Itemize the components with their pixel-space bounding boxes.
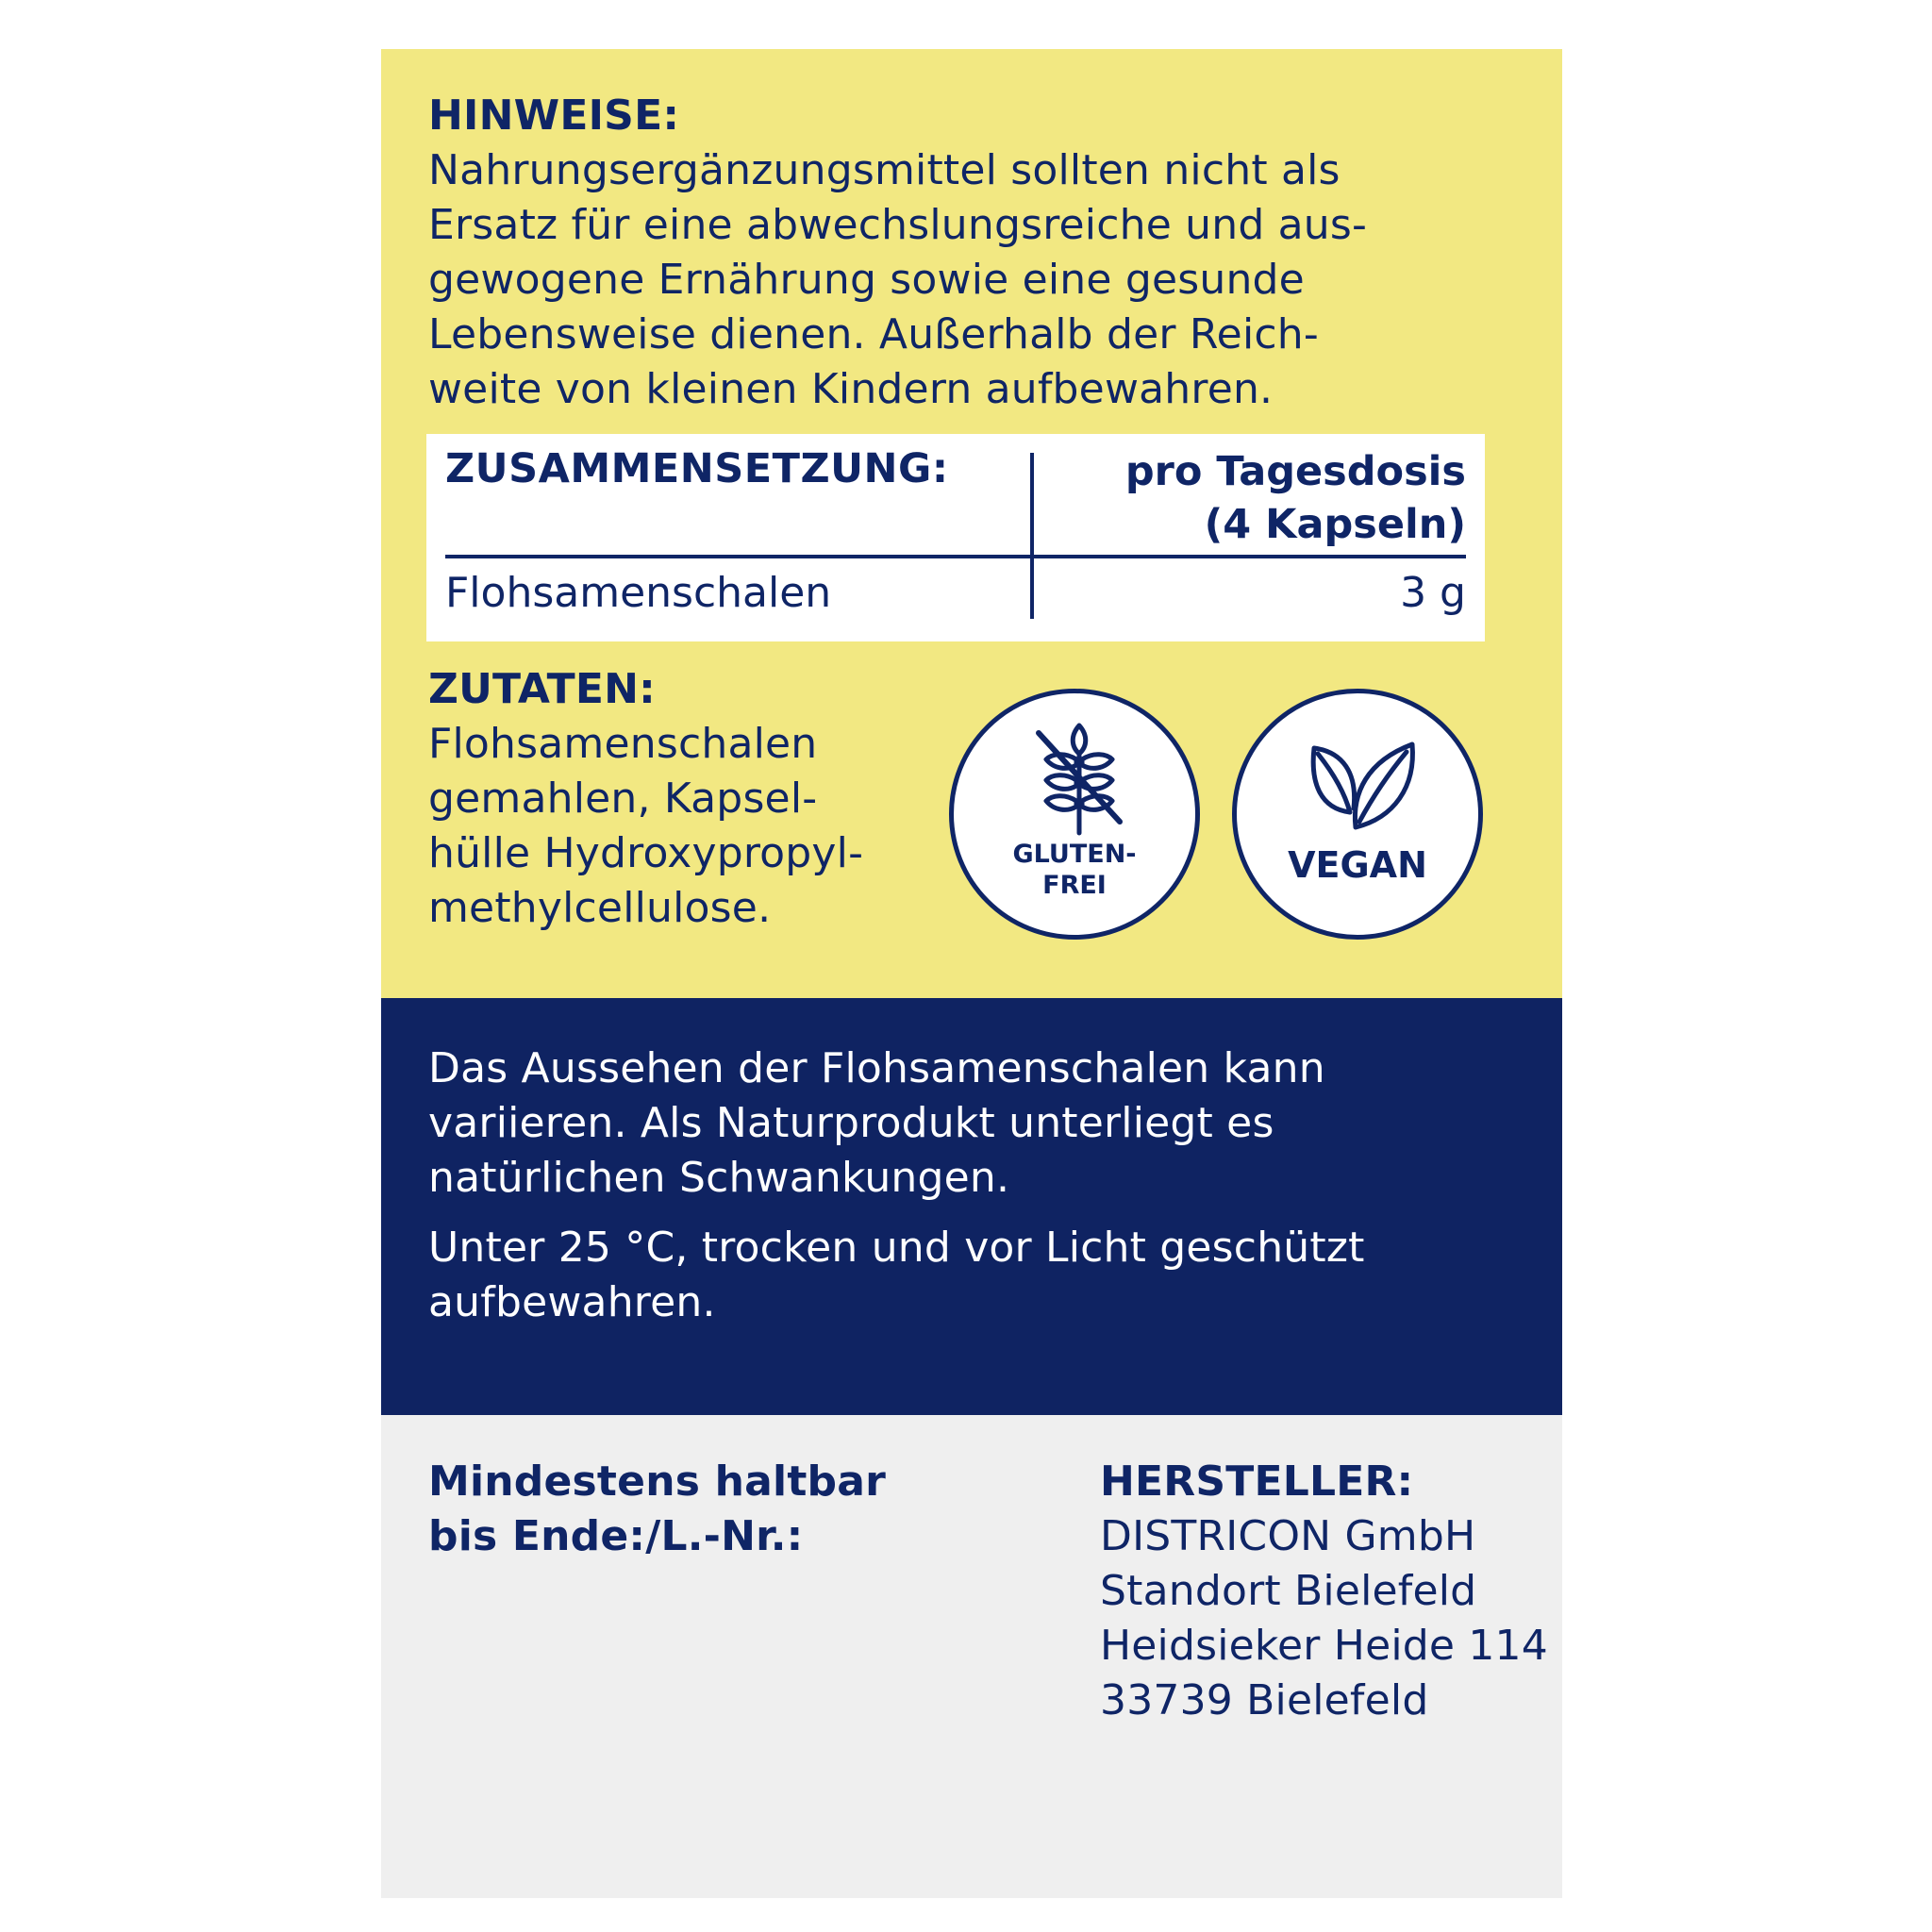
hinweise-title: HINWEISE: [428,92,680,140]
info-section [381,49,1562,998]
gluten-free-badge [949,689,1200,940]
composition-header: ZUSAMMENSETZUNG: [445,445,949,492]
ingredient-amount: 3 g [1400,569,1466,617]
zutaten-title: ZUTATEN: [428,665,656,713]
table-rule [445,555,1466,558]
zutaten-text: Flohsamenschalen gemahlen, Kapsel- hülle Hydroxypropyl- methylcellulose. [428,720,864,932]
composition-table [426,434,1485,641]
storage-notice: Unter 25 °C, trocken und vor Licht geschützt aufbewahren. [428,1224,1365,1326]
vegan-label: VEGAN [1288,844,1427,886]
gluten-free-label: GLUTEN- FREI [1012,840,1137,900]
hinweise-text: Nahrungsergänzungsmittel sollten nicht als Ersatz für eine abwechslungsreiche und aus- gewogene Ernährung sowie eine gesunde Lebensweise dienen. Außerhalb der Reich- weite von kleinen Kindern aufbewahren. [428,146,1368,413]
manufacturer-address: DISTRICON GmbH Standort Bielefeld Heidsieker Heide 114 33739 Bielefeld [1100,1512,1548,1724]
wheat-crossed-icon [1027,716,1131,839]
vegan-badge [1232,689,1483,940]
manufacturer-title: HERSTELLER: [1100,1457,1414,1506]
appearance-notice: Das Aussehen der Flohsamenschalen kann variieren. Als Naturprodukt unterliegt es natürlichen Schwankungen. [428,1044,1325,1202]
leaves-icon [1301,725,1424,839]
daily-dose-header: pro Tagesdosis (4 Kapseln) [1124,448,1466,548]
best-before-label: Mindestens haltbar bis Ende:/L.-Nr.: [428,1457,887,1560]
ingredient-name: Flohsamenschalen [445,569,832,617]
table-divider [1030,453,1034,619]
product-label [381,49,1562,1898]
